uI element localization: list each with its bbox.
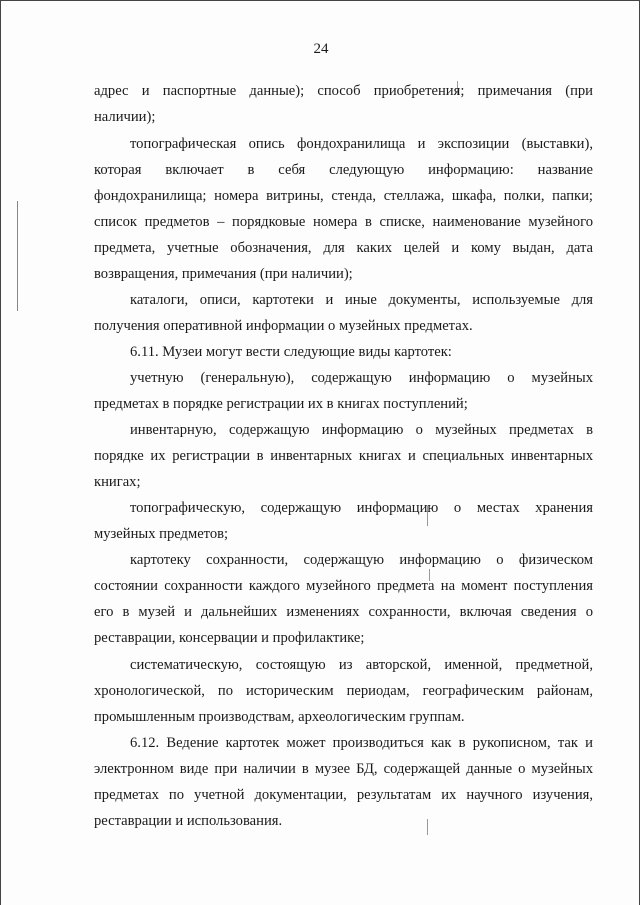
page-number: 24 <box>313 41 329 57</box>
text-line: топографическую, содержащую информацию о местах хранения <box>130 500 593 516</box>
text-line: реставрации и использования. <box>94 813 283 829</box>
text-line: промышленным производствам, археологическим группам. <box>94 709 465 725</box>
text-line: книгах; <box>94 474 141 490</box>
text-line: электронном виде при наличии в музее БД, содержащей данные о музейных <box>94 761 593 777</box>
text-line: порядке их регистрации в инвентарных книгах и специальных инвентарных <box>94 448 593 464</box>
text-line: картотеку сохранности, содержащую информацию о физическом <box>130 552 593 568</box>
text-line: фондохранилища; номера витрины, стенда, стеллажа, шкафа, полки, папки; <box>94 188 593 204</box>
scan-speck <box>427 819 428 835</box>
text-line: систематическую, состоящую из авторской, именной, предметной, <box>130 657 593 673</box>
section-heading: 6.12. Ведение картотек может производиться как в рукописном, так и <box>130 735 593 751</box>
text-line: его в музей и дальнейших изменениях сохранности, включая сведения о <box>94 604 593 620</box>
text-line: получения оперативной информации о музейных предметах. <box>94 318 473 334</box>
text-line: музейных предметов; <box>94 526 229 542</box>
text-line: инвентарную, содержащую информацию о музейных предметах в <box>130 422 593 438</box>
text-line: возвращения, примечания (при наличии); <box>94 266 353 282</box>
text-line: предмета, учетные обозначения, для каких целей и кому выдан, дата <box>94 240 593 256</box>
text-line: хронологической, по историческим периодам, географическим районам, <box>94 683 593 699</box>
text-line: которая включает в себя следующую информацию: название <box>94 162 593 178</box>
text-line: учетную (генеральную), содержащую информацию о музейных <box>130 370 593 386</box>
text-line: состоянии сохранности каждого музейного предмета на момент поступления <box>94 578 593 594</box>
section-heading: 6.11. Музеи могут вести следующие виды картотек: <box>130 344 452 360</box>
text-line: реставрации, консервации и профилактике; <box>94 630 365 646</box>
text-line: список предметов – порядковые номера в списке, наименование музейного <box>94 214 593 230</box>
text-line: наличии); <box>94 109 156 125</box>
text-line: предметах по учетной документации, результатам их научного изучения, <box>94 787 593 803</box>
text-line: адрес и паспортные данные); способ приобретения; примечания (при <box>94 83 593 99</box>
scan-artifact-line <box>17 201 18 311</box>
text-line: каталоги, описи, картотеки и иные документы, используемые для <box>130 292 593 308</box>
text-line: предметах в порядке регистрации их в книгах поступлений; <box>94 396 468 412</box>
text-line: топографическая опись фондохранилища и экспозиции (выставки), <box>130 136 593 152</box>
